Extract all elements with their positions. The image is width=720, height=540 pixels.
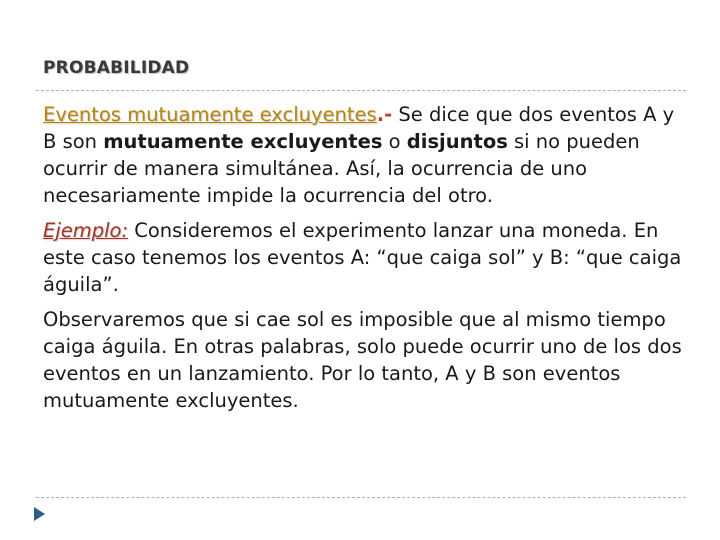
slide-content xyxy=(43,101,683,422)
definition-text-1: Se dice que dos eventos A y B son xyxy=(43,103,675,153)
example-label: Ejemplo: xyxy=(43,219,129,242)
conclusion-paragraph: Observaremos que si cae sol es imposible que al mismo tiempo caiga águila. En otras palabras, solo puede ocurrir uno de los dos eventos en un lanzamiento. Por lo tanto, A y B son eventos mutuamente excluyentes. xyxy=(43,308,682,412)
definition-text-2: o xyxy=(382,130,407,153)
definition-bold-2: disjuntos xyxy=(406,130,508,153)
top-divider xyxy=(36,90,686,91)
example-paragraph xyxy=(43,217,683,298)
defined-term: Eventos mutuamente excluyentes xyxy=(43,103,377,126)
example-text: Consideremos el experimento lanzar una moneda. En este caso tenemos los eventos A: “que caiga sol” y B: “que caiga águila”. xyxy=(43,219,682,296)
bottom-divider xyxy=(36,497,686,498)
page-title: PROBABILIDAD xyxy=(43,58,190,78)
term-separator: .- xyxy=(376,103,393,126)
definition-paragraph xyxy=(43,101,683,209)
play-arrow-icon[interactable] xyxy=(34,507,45,521)
definition-text-3: si no pueden ocurrir de manera simultánea. Así, la ocurrencia de uno necesariamente impide la ocurrencia del otro. xyxy=(43,130,640,207)
definition-bold-1: mutuamente excluyentes xyxy=(103,130,383,153)
